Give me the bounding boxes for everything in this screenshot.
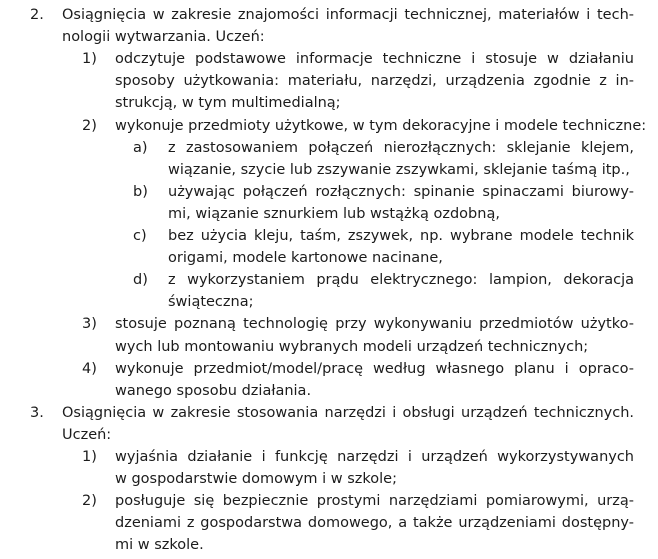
- section-number: 2.: [30, 7, 44, 23]
- list-item-line: wykonuje przedmioty użytkowe, w tym dekoracyjne i modele techniczne:: [115, 117, 647, 134]
- list-item-line: dzeniami z gospodarstwa domowego, a także urządzeniami dostępny-: [115, 515, 634, 532]
- sublist-item-line: bez użycia kleju, taśm, zszywek, np. wybrane modele technik: [168, 228, 634, 244]
- section-heading-line: Osiągnięcia w zakresie stosowania narzędzi i obsługi urządzeń technicznych.: [62, 404, 634, 421]
- sublist-item-line: wiązanie, szycie lub zszywanie zszywkami, sklejanie taśmą itp.,: [168, 161, 630, 178]
- sublist-item-letter: a): [133, 139, 148, 156]
- sublist-item-letter: c): [133, 228, 147, 244]
- sublist-item-letter: d): [133, 272, 148, 289]
- section-heading-line: Osiągnięcia w zakresie znajomości informacji technicznej, materiałów i tech-: [62, 7, 634, 23]
- sublist-item-letter: b): [133, 183, 148, 200]
- list-item-line: wykonuje przedmiot/model/pracę według własnego planu i opraco-: [115, 360, 634, 377]
- list-item-line: odczytuje podstawowe informacje techniczne i stosuje w działaniu: [115, 51, 634, 68]
- list-item-line: strukcją, w tym multimedialną;: [115, 95, 341, 112]
- sublist-item-line: mi, wiązanie sznurkiem lub wstążką ozdobną,: [168, 205, 500, 222]
- section-number: 3.: [30, 404, 44, 421]
- list-item-number: 3): [82, 316, 97, 333]
- list-item-number: 2): [82, 493, 97, 510]
- list-item-line: stosuje poznaną technologię przy wykonywaniu przedmiotów użytko-: [115, 316, 634, 333]
- section-heading-line: nologii wytwarzania. Uczeń:: [62, 29, 265, 46]
- list-item-number: 4): [82, 360, 97, 377]
- sublist-item-line: świąteczna;: [168, 294, 254, 311]
- list-item-number: 2): [82, 117, 97, 134]
- sublist-item-line: używając połączeń rozłącznych: spinanie spinaczami biurowy-: [168, 183, 634, 200]
- list-item-line: wanego sposobu działania.: [115, 382, 312, 399]
- sublist-item-line: origami, modele kartonowe nacinane,: [168, 250, 443, 267]
- section-heading-line: Uczeń:: [62, 426, 112, 443]
- list-item-number: 1): [82, 51, 97, 68]
- sublist-item-line: z zastosowaniem połączeń nierozłącznych: sklejanie klejem,: [168, 139, 634, 156]
- list-item-line: sposoby użytkowania: materiału, narzędzi, urządzenia zgodnie z in-: [115, 73, 634, 90]
- list-item-line: wych lub montowaniu wybranych modeli urządzeń technicznych;: [115, 338, 589, 355]
- list-item-number: 1): [82, 449, 97, 465]
- list-item-line: posługuje się bezpiecznie prostymi narzędziami pomiarowymi, urzą-: [115, 493, 634, 510]
- list-item-line: w gospodarstwie domowym i w szkole;: [115, 471, 397, 488]
- sublist-item-line: z wykorzystaniem prądu elektrycznego: lampion, dekoracja: [168, 272, 634, 289]
- list-item-line: wyjaśnia działanie i funkcję narzędzi i urządzeń wykorzystywanych: [115, 449, 634, 465]
- list-item-line: mi w szkole.: [115, 537, 204, 554]
